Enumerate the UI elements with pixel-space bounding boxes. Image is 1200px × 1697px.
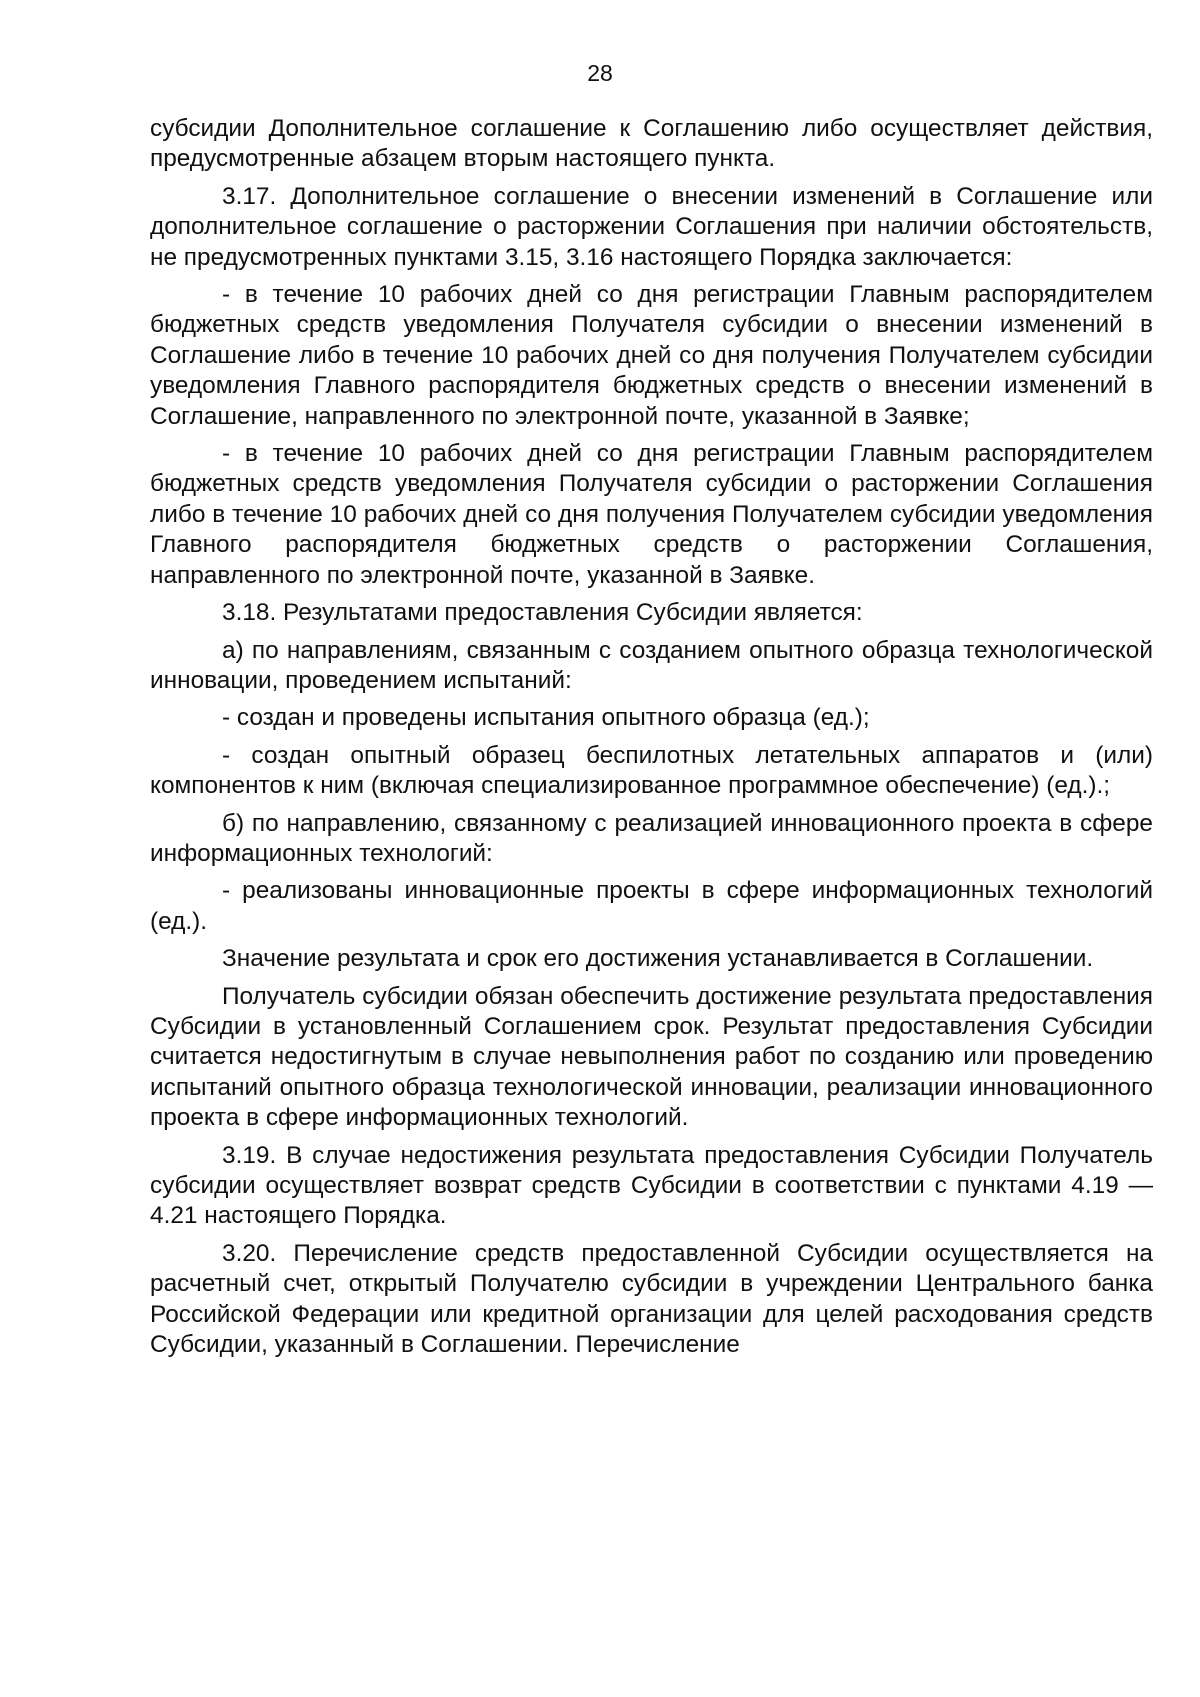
page-number: 28 xyxy=(587,60,613,86)
paragraph-bullet-termination: - в течение 10 рабочих дней со дня регистрации Главным распорядителем бюджетных средств уведомления Получателя субсидии о расторжении Соглашения либо в течение 10 рабочих дней со дня получения Получателем субсидии уведомления Главного распорядителя бюджетных средств о расторжении Соглашения, направленного по электронной почте, указанной в Заявке. xyxy=(150,440,1153,589)
paragraph-3-18: 3.18. Результатами предоставления Субсидии является: xyxy=(222,599,863,627)
paragraph-3-19: 3.19. В случае недостижения результата предоставления Субсидии Получатель субсидии осуществляет возврат средств Субсидии в соответствии с пунктами 4.19 — 4.21 настоящего Порядка. xyxy=(150,1141,1153,1230)
paragraph-3-20: 3.20. Перечисление средств предоставленной Субсидии осуществляется на расчетный счет, открытый Получателю субсидии в учреждении Центрального банка Российской Федерации или кредитной организации для целей расходования средств Субсидии, указанный в Соглашении. Перечисление xyxy=(150,1239,1153,1359)
paragraph-continuation: субсидии Дополнительное соглашение к Соглашению либо осуществляет действия, предусмотренные абзацем вторым настоящего пункта. xyxy=(150,115,1153,173)
paragraph-recipient-obligation: Получатель субсидии обязан обеспечить достижение результата предоставления Субсидии в установленный Соглашением срок. Результат предоставления Субсидии считается недостигнутым в случае невыполнения работ по созданию или проведению испытаний опытного образца технологической инновации, реализации инновационного проекта в сфере информационных технологий. xyxy=(150,982,1153,1132)
paragraph-bullet-it-projects: - реализованы инновационные проекты в сфере информационных технологий (ед.). xyxy=(150,877,1153,935)
paragraph-bullet-prototype: - создан и проведены испытания опытного образца (ед.); xyxy=(222,704,870,732)
paragraph-bullet-uav: - создан опытный образец беспилотных летательных аппаратов и (или) компонентов к ним (включая специализированное программное обеспечение) (ед.).; xyxy=(150,741,1153,800)
paragraph-bullet-amendment: - в течение 10 рабочих дней со дня регистрации Главным распорядителем бюджетных средств уведомления Получателя субсидии о внесении изменений в Соглашение либо в течение 10 рабочих дней со дня получения Получателем субсидии уведомления Главного распорядителя бюджетных средств о внесении изменений в Соглашение, направленного по электронной почте, указанной в Заявке; xyxy=(150,281,1153,430)
paragraph-item-b: б) по направлению, связанному с реализацией инновационного проекта в сфере информационных технологий: xyxy=(150,809,1153,867)
paragraph-item-a: а) по направлениям, связанным с созданием опытного образца технологической инновации, проведением испытаний: xyxy=(150,636,1153,694)
paragraph-result-value: Значение результата и срок его достижения устанавливается в Соглашении. xyxy=(222,945,1094,973)
document-body xyxy=(150,114,1153,1367)
paragraph-3-17: 3.17. Дополнительное соглашение о внесении изменений в Соглашение или дополнительное соглашение о расторжении Соглашения при наличии обстоятельств, не предусмотренных пунктами 3.15, 3.16 настоящего Порядка заключается: xyxy=(150,182,1153,271)
